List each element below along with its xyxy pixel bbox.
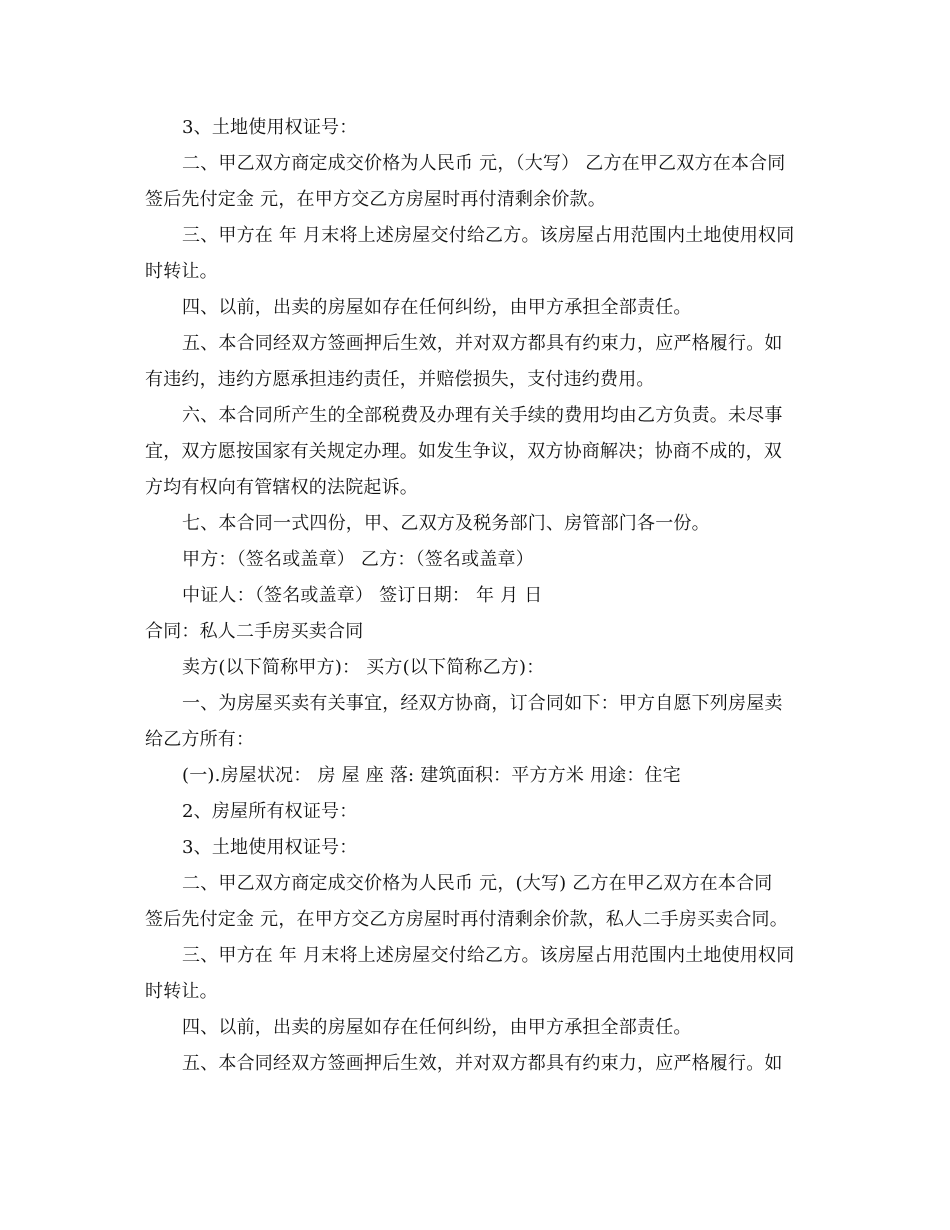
document-line: 三、甲方在 年 月末将上述房屋交付给乙方。该房屋占用范围内土地使用权同 <box>182 225 795 246</box>
document-line: 六、本合同所产生的全部税费及办理有关手续的费用均由乙方负责。未尽事 <box>182 405 783 426</box>
document-line: 七、本合同一式四份，甲、乙双方及税务部门、房管部门各一份。 <box>182 513 710 534</box>
document-line: 四、以前，出卖的房屋如存在任何纠纷，由甲方承担全部责任。 <box>182 297 692 318</box>
document-line: 合同：私人二手房买卖合同 <box>145 621 364 642</box>
document-line: 签后先付定金 元，在甲方交乙方房屋时再付清剩余价款，私人二手房买卖合同。 <box>145 909 788 930</box>
document-line: 给乙方所有： <box>145 729 255 750</box>
document-line: 五、本合同经双方签画押后生效，并对双方都具有约束力，应严格履行。如 <box>182 1053 783 1074</box>
document-line: 二、甲乙双方商定成交价格为人民币 元，(大写) 乙方在甲乙双方在本合同 <box>182 873 773 894</box>
document-line: 3、土地使用权证号： <box>182 117 358 138</box>
document-line: 有违约，违约方愿承担违约责任，并赔偿损失，支付违约费用。 <box>145 369 655 390</box>
document-line: 三、甲方在 年 月末将上述房屋交付给乙方。该房屋占用范围内土地使用权同 <box>182 945 795 966</box>
document-line: 时转让。 <box>145 981 218 1002</box>
document-line: 签后先付定金 元，在甲方交乙方房屋时再付清剩余价款。 <box>145 189 606 210</box>
document-line: 一、为房屋买卖有关事宜，经双方协商，订合同如下：甲方自愿下列房屋卖 <box>182 693 783 714</box>
document-line: 二、甲乙双方商定成交价格为人民币 元，（大写） 乙方在甲乙双方在本合同 <box>182 153 786 174</box>
document-line: 中证人：（签名或盖章） 签订日期： 年 月 日 <box>182 585 543 606</box>
document-line: 宜，双方愿按国家有关规定办理。如发生争议，双方协商解决；协商不成的，双 <box>145 441 782 462</box>
document-line: 四、以前，出卖的房屋如存在任何纠纷，由甲方承担全部责任。 <box>182 1017 692 1038</box>
document-line: (一).房屋状况： 房 屋 座 落: 建筑面积：平方方米 用途：住宅 <box>182 765 681 786</box>
document-line: 卖方(以下简称甲方)： 买方(以下简称乙方)： <box>182 657 545 678</box>
document-line: 方均有权向有管辖权的法院起诉。 <box>145 477 418 498</box>
document-page <box>145 110 805 1082</box>
document-line: 时转让。 <box>145 261 218 282</box>
document-line: 3、土地使用权证号： <box>182 837 358 858</box>
document-line: 甲方：（签名或盖章） 乙方：（签名或盖章） <box>182 549 534 570</box>
document-line: 2、房屋所有权证号： <box>182 801 358 822</box>
document-line: 五、本合同经双方签画押后生效，并对双方都具有约束力，应严格履行。如 <box>182 333 783 354</box>
